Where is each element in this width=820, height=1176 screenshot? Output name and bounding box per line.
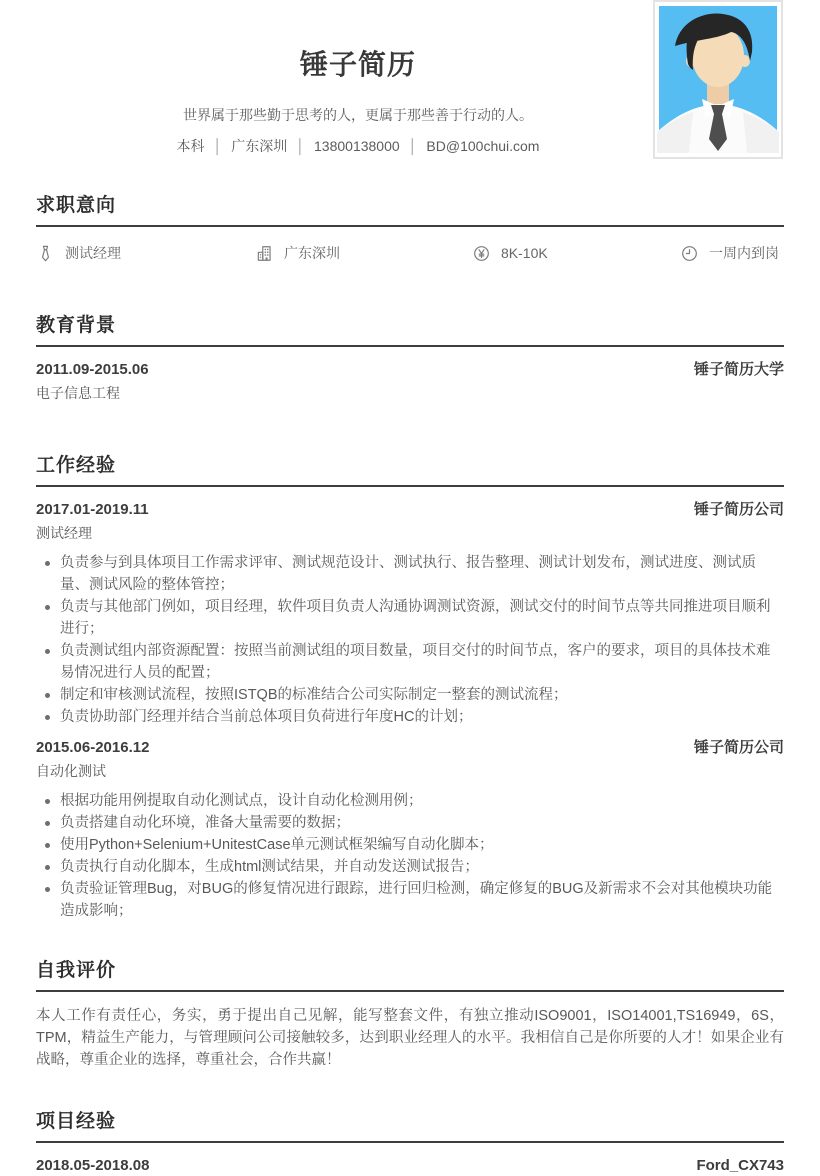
section-self-eval: [36, 958, 784, 1071]
bullet-list: [36, 790, 784, 922]
section-title-project: 项目经验: [36, 1109, 784, 1143]
bullet-item: 负责验证管理Bug，对BUG的修复情况进行跟踪，进行回归检测，确定修复的BUG及新需求不会对其他模块功能造成影响；: [36, 878, 784, 922]
contact-separator: │: [408, 138, 418, 154]
intent-label-salary: 8K-10K: [501, 245, 548, 261]
contact-separator: │: [213, 138, 223, 154]
section-project: [36, 1109, 784, 1176]
entry-org: 锤子简历公司: [693, 739, 784, 756]
contact-phone: 13800138000: [314, 138, 400, 154]
resume-header: [36, 0, 784, 156]
project-entry: [36, 1156, 784, 1176]
bullet-item: 负责参与到具体项目工作需求评审、测试规范设计、测试执行、报告整理、测试计划发布，测试进度、测试质量、测试风险的整体管控；: [36, 552, 784, 596]
yuan-icon: [472, 244, 491, 263]
entry-org: 锤子简历大学: [693, 361, 784, 378]
entry-head: [36, 1156, 784, 1176]
entry-period: 2017.01-2019.11: [36, 501, 149, 518]
intent-item-position: [36, 243, 255, 263]
entry-period: 2011.09-2015.06: [36, 361, 149, 378]
entry-period: 2015.06-2016.12: [36, 739, 150, 756]
intent-label-position: 测试经理: [65, 245, 121, 261]
bullet-item: 根据功能用例提取自动化测试点，设计自动化检测用例；: [36, 790, 784, 812]
entry-org: Ford_CX743: [696, 1157, 784, 1174]
section-work: [36, 453, 784, 922]
clock-icon: [680, 244, 699, 263]
intent-label-location: 广东深圳: [284, 245, 340, 261]
section-education: [36, 313, 784, 403]
bullet-item: 负责与其他部门例如，项目经理，软件项目负责人沟通协调测试资源，测试交付的时间节点等共同推进项目顺利进行；: [36, 596, 784, 640]
education-entry: [36, 360, 784, 403]
avatar-image: [659, 6, 777, 153]
bullet-list: [36, 552, 784, 728]
intent-row: [36, 243, 784, 263]
entry-head: [36, 738, 784, 758]
intent-label-availability: 一周内到岗: [709, 245, 779, 261]
intent-item-location: [255, 243, 472, 263]
bullet-item: 负责协助部门经理并结合当前总体项目负荷进行年度HC的计划；: [36, 706, 784, 728]
intent-item-availability: [680, 243, 784, 263]
contact-separator: │: [296, 138, 306, 154]
intent-item-salary: [472, 244, 680, 263]
bullet-item: 负责测试组内部资源配置：按照当前测试组的项目数量，项目交付的时间节点，客户的要求，项目的具体技术难易情况进行人员的配置；: [36, 640, 784, 684]
contact-degree: 本科: [176, 138, 205, 154]
bullet-item: 制定和审核测试流程，按照ISTQB的标准结合公司实际制定一整套的测试流程；: [36, 684, 784, 706]
bullet-item: 负责搭建自动化环境，准备大量需要的数据；: [36, 812, 784, 834]
self-evaluation-text: 本人工作有责任心，务实，勇于提出自己见解，能写整套文件，有独立推动ISO9001，ISO14001,TS16949，6S，TPM，精益生产能力，与管理顾问公司接触较多，达到职业经理人的水平。我相信自己是你所要的人才！如果企业有战略，尊重企业的选择，尊重社会，合作共赢！: [36, 1008, 784, 1068]
entry-role: 测试经理: [36, 525, 92, 541]
entry-head: [36, 360, 784, 380]
work-entry: [36, 738, 784, 922]
section-title-work: 工作经验: [36, 453, 784, 487]
work-entry: [36, 500, 784, 728]
contact-location: 广东深圳: [231, 138, 288, 154]
entry-period: 2018.05-2018.08: [36, 1157, 150, 1174]
building-icon: [255, 244, 274, 263]
entry-head: [36, 500, 784, 520]
contact-email: BD@100chui.com: [426, 138, 540, 154]
entry-role: 自动化测试: [36, 763, 106, 779]
candidate-motto: 世界属于那些勤于思考的人，更属于那些善于行动的人。: [183, 107, 533, 123]
photo-frame: [653, 0, 783, 159]
tie-icon: [36, 244, 55, 263]
contact-bar: [36, 137, 680, 156]
section-title-self-eval: 自我评价: [36, 958, 784, 992]
header-text-block: [36, 46, 680, 156]
section-title-education: 教育背景: [36, 313, 784, 347]
entry-org: 锤子简历公司: [693, 501, 784, 518]
candidate-name: 锤子简历: [299, 49, 416, 80]
bullet-item: 使用Python+Selenium+UnitestCase单元测试框架编写自动化脚本；: [36, 834, 784, 856]
entry-major: 电子信息工程: [36, 385, 120, 401]
section-title-job-intent: 求职意向: [36, 193, 784, 227]
bullet-item: 负责执行自动化脚本，生成html测试结果，并自动发送测试报告；: [36, 856, 784, 878]
section-job-intent: [36, 193, 784, 263]
